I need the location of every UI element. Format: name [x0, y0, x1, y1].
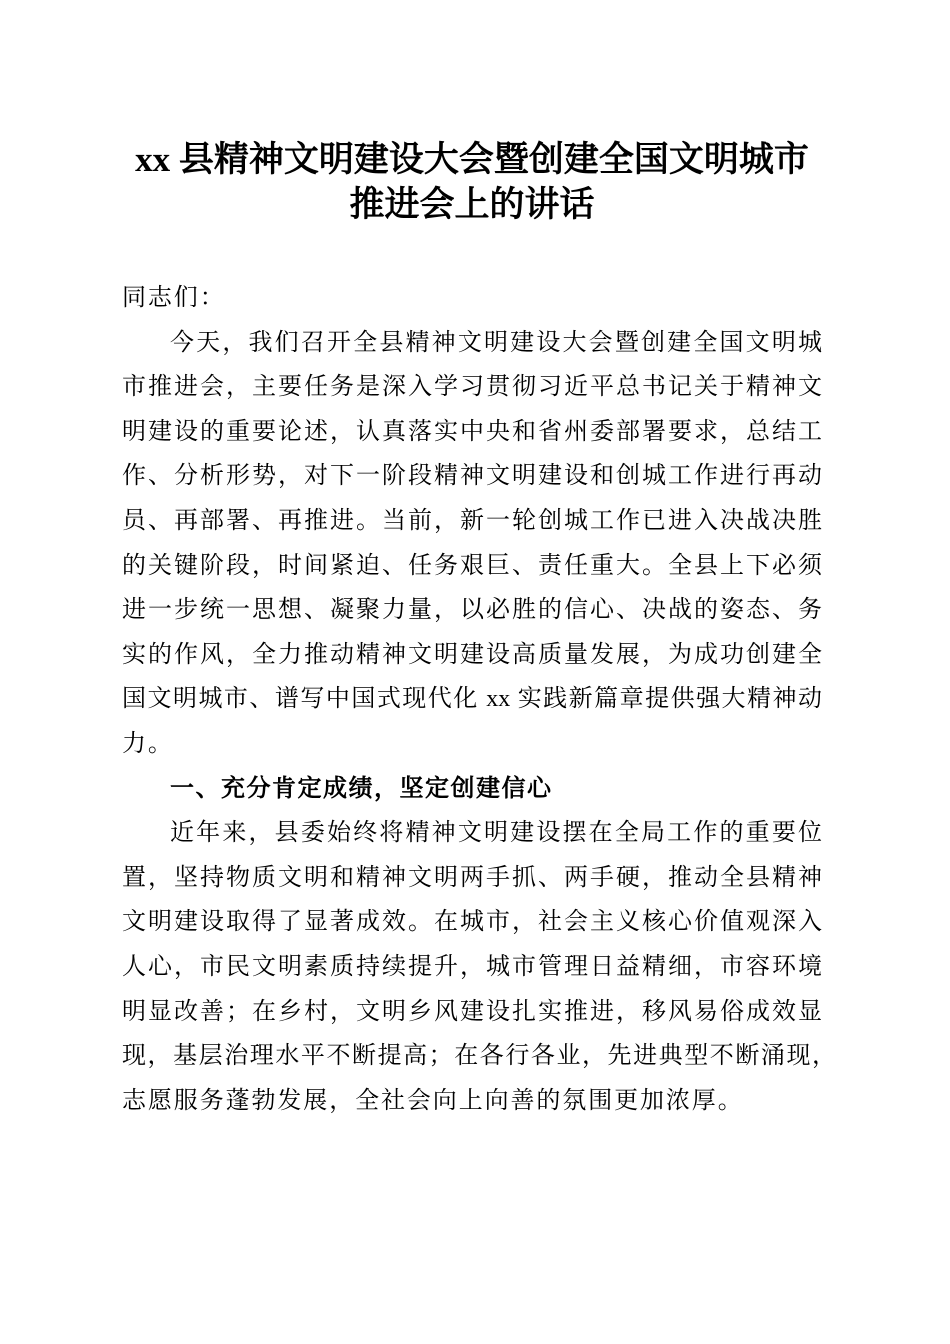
section-1-paragraph: [122, 811, 836, 1123]
paragraph-line: 实的作风，全力推动精神文明建设高质量发展，为成功创建全: [122, 641, 822, 668]
intro-paragraph: [122, 321, 822, 767]
paragraph-line: 市推进会，主要任务是深入学习贯彻习近平总书记关于精神文: [122, 374, 822, 401]
document-title: [122, 137, 822, 227]
section-heading-1: 一、充分肯定成绩，坚定创建信心: [170, 774, 553, 802]
paragraph-line: 明显改善；在乡村，文明乡风建设扎实推进，移风易俗成效显: [122, 998, 822, 1025]
paragraph-line: 作、分析形势，对下一阶段精神文明建设和创城工作进行再动: [122, 463, 822, 490]
paragraph-line: 员、再部署、再推进。当前，新一轮创城工作已进入决战决胜: [122, 507, 822, 534]
paragraph-line: 近年来，县委始终将精神文明建设摆在全局工作的重要位: [170, 820, 822, 847]
paragraph-line: 明建设的重要论述，认真落实中央和省州委部署要求，总结工: [122, 418, 822, 445]
paragraph-line: 志愿服务蓬勃发展，全社会向上向善的氛围更加浓厚。: [122, 1087, 744, 1114]
salutation: 同志们：: [122, 285, 226, 311]
paragraph-line: 人心，市民文明素质持续提升，城市管理日益精细，市容环境: [122, 953, 822, 980]
title-line-2: 推进会上的讲话: [349, 185, 595, 224]
paragraph-line: 国文明城市、谱写中国式现代化 xx 实践新篇章提供强大精神动: [122, 686, 822, 713]
paragraph-line: 文明建设取得了显著成效。在城市，社会主义核心价值观深入: [122, 909, 822, 936]
paragraph-line: 今天，我们召开全县精神文明建设大会暨创建全国文明城: [170, 329, 822, 356]
paragraph-line: 的关键阶段，时间紧迫、任务艰巨、责任重大。全县上下必须: [122, 552, 822, 579]
title-line-1: xx 县精神文明建设大会暨创建全国文明城市: [135, 140, 809, 179]
paragraph-line: 进一步统一思想、凝聚力量，以必胜的信心、决战的姿态、务: [122, 597, 822, 624]
document-body: [122, 137, 836, 1123]
paragraph-line: 力。: [122, 730, 174, 757]
paragraph-line: 现，基层治理水平不断提高；在各行各业，先进典型不断涌现，: [122, 1043, 836, 1070]
paragraph-line: 置，坚持物质文明和精神文明两手抓、两手硬，推动全县精神: [122, 864, 822, 891]
